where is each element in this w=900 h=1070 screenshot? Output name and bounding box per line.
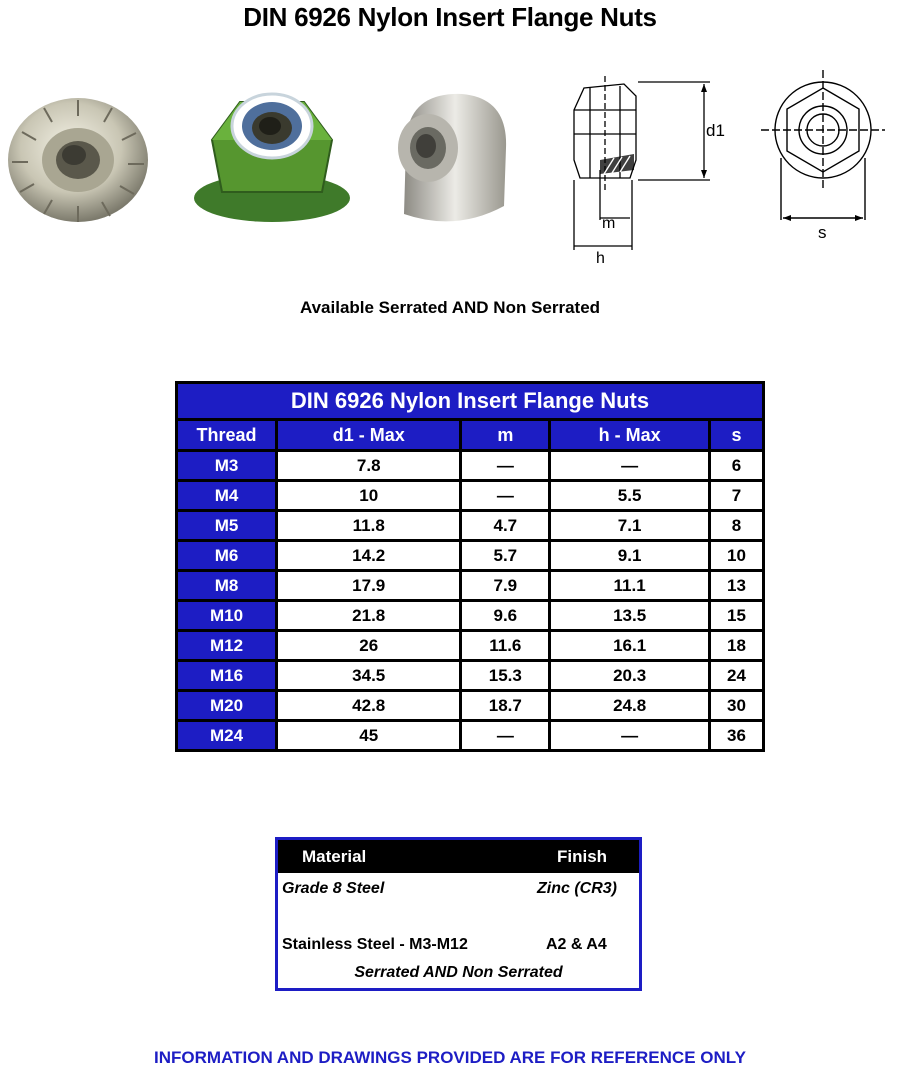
d1-cell: 14.2 bbox=[277, 541, 461, 571]
spec-table-body bbox=[177, 451, 764, 751]
m-cell: 9.6 bbox=[461, 601, 550, 631]
h-cell: — bbox=[550, 721, 710, 751]
h-cell: 9.1 bbox=[550, 541, 710, 571]
row1-finish: Zinc (CR3) bbox=[537, 880, 617, 897]
m-cell: 7.9 bbox=[461, 571, 550, 601]
thread-cell: M24 bbox=[177, 721, 277, 751]
thread-cell: M20 bbox=[177, 691, 277, 721]
thread-cell: M10 bbox=[177, 601, 277, 631]
reference-disclaimer: INFORMATION AND DRAWINGS PROVIDED ARE FOR REFERENCE ONLY bbox=[154, 1048, 746, 1067]
page-title: DIN 6926 Nylon Insert Flange Nuts bbox=[243, 2, 657, 32]
s-cell: 24 bbox=[710, 661, 764, 691]
h-cell: 5.5 bbox=[550, 481, 710, 511]
serration-note: Serrated AND Non Serrated bbox=[354, 964, 563, 981]
d1-cell: 26 bbox=[277, 631, 461, 661]
spec-table bbox=[175, 381, 765, 752]
s-label: s bbox=[818, 223, 827, 242]
table-row bbox=[177, 691, 764, 721]
d1-cell: 21.8 bbox=[277, 601, 461, 631]
s-cell: 8 bbox=[710, 511, 764, 541]
thread-cell: M12 bbox=[177, 631, 277, 661]
row1-material: Grade 8 Steel bbox=[282, 880, 385, 897]
h-cell: 13.5 bbox=[550, 601, 710, 631]
s-cell: 18 bbox=[710, 631, 764, 661]
domed-flange-nut-photo bbox=[376, 86, 516, 234]
h-label: h bbox=[596, 250, 605, 267]
thread-cell: M8 bbox=[177, 571, 277, 601]
s-cell: 15 bbox=[710, 601, 764, 631]
availability-subtitle: Available Serrated AND Non Serrated bbox=[299, 298, 601, 317]
s-cell: 30 bbox=[710, 691, 764, 721]
table-row bbox=[177, 511, 764, 541]
h-cell: 11.1 bbox=[550, 571, 710, 601]
finish-header: Finish bbox=[557, 847, 608, 866]
table-row bbox=[177, 571, 764, 601]
h-cell: 16.1 bbox=[550, 631, 710, 661]
m-cell: 11.6 bbox=[461, 631, 550, 661]
m-cell: 15.3 bbox=[461, 661, 550, 691]
d1-cell: 42.8 bbox=[277, 691, 461, 721]
table-row bbox=[177, 721, 764, 751]
s-cell: 36 bbox=[710, 721, 764, 751]
h-cell: 20.3 bbox=[550, 661, 710, 691]
h-cell: — bbox=[550, 451, 710, 481]
spec-table-caption: DIN 6926 Nylon Insert Flange Nuts bbox=[177, 383, 764, 420]
serrated-flange-nut-photo bbox=[0, 88, 150, 228]
d1-label: d1 bbox=[706, 121, 725, 140]
header-d1-max: d1 - Max bbox=[277, 420, 461, 451]
h-cell: 7.1 bbox=[550, 511, 710, 541]
side-section-drawing bbox=[560, 70, 725, 275]
m-cell: 5.7 bbox=[461, 541, 550, 571]
m-cell: 4.7 bbox=[461, 511, 550, 541]
table-row bbox=[177, 631, 764, 661]
spec-table-header-row bbox=[177, 420, 764, 451]
thread-cell: M5 bbox=[177, 511, 277, 541]
s-cell: 13 bbox=[710, 571, 764, 601]
header-h-max: h - Max bbox=[550, 420, 710, 451]
m-cell: — bbox=[461, 481, 550, 511]
m-cell: 18.7 bbox=[461, 691, 550, 721]
green-nylon-insert-nut-photo bbox=[192, 80, 354, 230]
header-m: m bbox=[461, 420, 550, 451]
d1-cell: 11.8 bbox=[277, 511, 461, 541]
d1-cell: 45 bbox=[277, 721, 461, 751]
s-cell: 10 bbox=[710, 541, 764, 571]
header-s: s bbox=[710, 420, 764, 451]
m-cell: — bbox=[461, 451, 550, 481]
table-row bbox=[177, 541, 764, 571]
h-cell: 24.8 bbox=[550, 691, 710, 721]
s-cell: 7 bbox=[710, 481, 764, 511]
d1-cell: 10 bbox=[277, 481, 461, 511]
s-cell: 6 bbox=[710, 451, 764, 481]
table-row bbox=[177, 601, 764, 631]
material-table-header bbox=[278, 840, 639, 873]
table-row bbox=[177, 451, 764, 481]
d1-cell: 17.9 bbox=[277, 571, 461, 601]
header-thread: Thread bbox=[177, 420, 277, 451]
row2-material: Stainless Steel - M3-M12 bbox=[282, 936, 468, 953]
thread-cell: M3 bbox=[177, 451, 277, 481]
thread-cell: M16 bbox=[177, 661, 277, 691]
table-row bbox=[177, 481, 764, 511]
d1-cell: 7.8 bbox=[277, 451, 461, 481]
material-table bbox=[275, 837, 642, 991]
product-images bbox=[0, 0, 900, 280]
thread-cell: M6 bbox=[177, 541, 277, 571]
material-header: Material bbox=[302, 847, 367, 866]
m-cell: — bbox=[461, 721, 550, 751]
m-label: m bbox=[602, 215, 616, 232]
row2-finish: A2 & A4 bbox=[546, 936, 607, 953]
table-row bbox=[177, 661, 764, 691]
d1-cell: 34.5 bbox=[277, 661, 461, 691]
thread-cell: M4 bbox=[177, 481, 277, 511]
top-view-drawing bbox=[755, 68, 895, 243]
